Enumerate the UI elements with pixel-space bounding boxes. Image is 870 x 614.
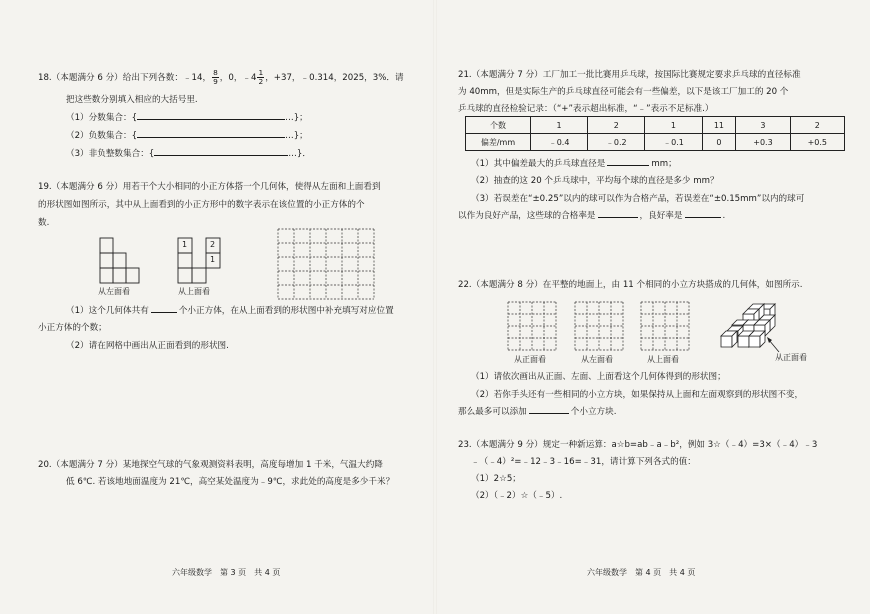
q23-line2: ﹣（﹣4）²=﹣12﹣3﹣16=﹣31，请计算下列各式的值： — [471, 457, 696, 467]
q18-score: （本题满分 6 分） — [51, 73, 123, 83]
q19-sub1 — [66, 305, 394, 317]
q22-solid-caption: 从正面看 — [775, 353, 807, 362]
q22-left-view-grid[interactable] — [575, 302, 627, 354]
set1-answer-blank[interactable] — [137, 119, 285, 120]
q19-count-blank[interactable] — [151, 312, 177, 313]
q18-n2: ，0， — [219, 73, 243, 83]
q21-sub3-b3: . — [722, 211, 726, 221]
q21-sub3-b — [458, 210, 725, 222]
q21-sub3-a: （3）若误差在“±0.25”以内的球可以作为合格产品，若误差在“±0.15mm”以内的球可 — [471, 194, 805, 204]
table-header-count: 个数 — [466, 117, 531, 134]
q21-max-diameter-blank[interactable] — [607, 165, 649, 166]
q19-sub1-c: 小正方体的个数； — [38, 323, 107, 333]
q19-answer-grid[interactable] — [278, 229, 378, 301]
q18-set1 — [66, 112, 308, 124]
q19-sub1-b: 个小正方体，在从上面看到的形状图中补充填写对应位置 — [178, 306, 394, 316]
frac2-den: 2 — [258, 77, 264, 86]
q22-max-add-blank[interactable] — [529, 413, 569, 414]
q19-left-view-figure — [96, 236, 156, 288]
q18-n4: ，+37，﹣0.314，2025，3%．请 — [265, 73, 404, 83]
q21-deviation-table — [465, 116, 845, 151]
table-cell: 2 — [588, 117, 645, 134]
table-cell: 2 — [790, 117, 844, 134]
table-header-deviation: 偏差/mm — [466, 134, 531, 151]
q21-line2: 为 40mm，但是实际生产的乒乓球直径可能会有一些偏差，以下是该工厂加工的 20 个 — [458, 87, 789, 97]
table-row — [466, 117, 845, 134]
q21-pass-rate-blank[interactable] — [598, 217, 638, 218]
q19-line1: 19.（本题满分 6 分）用若干个大小相同的小正方体搭一个几何体，使得从左面和上面看到 — [38, 182, 381, 192]
q18-number: 18. — [38, 73, 52, 83]
q18-n1: ﹣14， — [182, 73, 212, 83]
q20-line2: 低 6℃. 若该地地面温度为 21℃，高空某处温度为﹣9℃，求此处的高度是多少千米？ — [66, 477, 395, 487]
q21-line1: 21.（本题满分 7 分）工厂加工一批比赛用乒乓球，按国际比赛规定要求乒乓球的直径标准 — [458, 70, 801, 80]
q18-fraction-1-2 — [257, 69, 264, 86]
q20-line1: 20.（本题满分 7 分）某地探空气球的气象观测资料表明，高度每增加 1 千米，气温大约降 — [38, 460, 383, 470]
frac1-num: 8 — [213, 68, 218, 77]
q23-sub2: （2）（﹣2）☆（﹣5）. — [471, 491, 563, 501]
frac2-num: 1 — [258, 68, 264, 77]
q19-top-num-3: 1 — [210, 255, 216, 264]
table-cell: 1 — [645, 117, 702, 134]
q22-sub2-b — [458, 406, 616, 418]
q23-sub1: （1）2☆5； — [471, 474, 521, 484]
set1-label: （1）分数集合：{ — [66, 113, 138, 123]
set2-answer-blank[interactable] — [137, 137, 285, 138]
table-cell: +0.3 — [736, 134, 790, 151]
q18-set3 — [66, 148, 311, 160]
set2-end: …}； — [285, 131, 308, 141]
q21-sub2: （2）抽查的这 20 个乒乓球中，平均每个球的直径是多少 mm？ — [471, 176, 719, 186]
right-footer: 六年级数学 第 4 页 共 4 页 — [587, 568, 696, 577]
q18-intro: 给出下列各数： — [122, 73, 183, 83]
q22-sub1: （1）请依次画出从正面、左面、上面看这个几何体得到的形状图； — [471, 372, 726, 382]
q21-sub1 — [471, 158, 677, 170]
set3-label: （3）非负整数集合：{ — [66, 149, 155, 159]
q22-sub2-b1: 那么最多可以添加 — [458, 407, 527, 417]
q21-sub3-b1: 以作为良好产品，这些球的合格率是 — [458, 211, 596, 221]
q19-top-caption: 从上面看 — [178, 287, 210, 296]
q21-sub1-a: （1）其中偏差最大的乒乓球直径是 — [471, 159, 606, 169]
q21-sub1-b: mm； — [651, 159, 677, 169]
table-cell: ﹣0.1 — [645, 134, 702, 151]
left-footer: 六年级数学 第 3 页 共 4 页 — [172, 568, 281, 577]
table-cell: 1 — [531, 117, 588, 134]
q19-sub1-a: （1）这个几何体共有 — [66, 306, 149, 316]
table-row — [466, 134, 845, 151]
q22-top-view-grid[interactable] — [641, 302, 693, 354]
q22-front-view-grid[interactable] — [508, 302, 560, 354]
set3-answer-blank[interactable] — [154, 155, 288, 156]
q18-n3: ﹣4 — [242, 73, 257, 83]
set2-label: （2）负数集合：{ — [66, 131, 138, 141]
frac1-den: 9 — [213, 77, 218, 86]
q19-sub2: （2）请在网格中画出从正面看到的形状图. — [66, 341, 229, 351]
q21-sub3-b2: ，良好率是 — [639, 211, 683, 221]
q18-set2 — [66, 130, 308, 142]
table-cell: 3 — [736, 117, 790, 134]
q23-line1: 23.（本题满分 9 分）规定一种新运算：a☆b=ab﹣a﹣b²，例如 3☆（﹣4）=3×（﹣4）﹣3 — [458, 440, 818, 450]
set1-end: …}； — [285, 113, 308, 123]
q18-fraction-8-9 — [212, 69, 219, 86]
q21-good-rate-blank[interactable] — [685, 217, 721, 218]
q22-top-caption: 从上面看 — [647, 355, 679, 364]
q19-top-num-2: 2 — [210, 240, 216, 249]
table-cell: ﹣0.2 — [588, 134, 645, 151]
q18-line1 — [38, 69, 404, 86]
table-cell: ﹣0.4 — [531, 134, 588, 151]
q22-sub2-b2: 个小立方块. — [570, 407, 617, 417]
q21-line3: 乒乓球的直径检验记录：（“+”表示超出标准，“﹣”表示不足标准.） — [458, 104, 714, 114]
table-cell: +0.5 — [790, 134, 844, 151]
q22-line1: 22.（本题满分 8 分）在平整的地面上，由 11 个相同的小立方块搭成的几何体，如图所示. — [458, 280, 803, 290]
q18-line2: 把这些数分别填入相应的大括号里. — [66, 95, 198, 105]
q19-line2: 的形状图如图所示，其中从上面看到的小正方形中的数字表示在该位置的小正方体的个 — [38, 200, 365, 210]
q22-sub2-a: （2）若你手头还有一些相同的小立方块，如果保持从上面和左面观察到的形状图不变， — [471, 390, 804, 400]
table-cell: 11 — [702, 117, 736, 134]
q22-front-caption: 从正面看 — [514, 355, 546, 364]
q19-line3: 数. — [38, 218, 50, 228]
right-page — [435, 0, 870, 614]
q19-top-num-1: 1 — [182, 240, 188, 249]
set3-end: …}． — [288, 149, 311, 159]
table-cell: 0 — [702, 134, 736, 151]
q19-left-caption: 从左面看 — [98, 287, 130, 296]
q22-left-caption: 从左面看 — [581, 355, 613, 364]
